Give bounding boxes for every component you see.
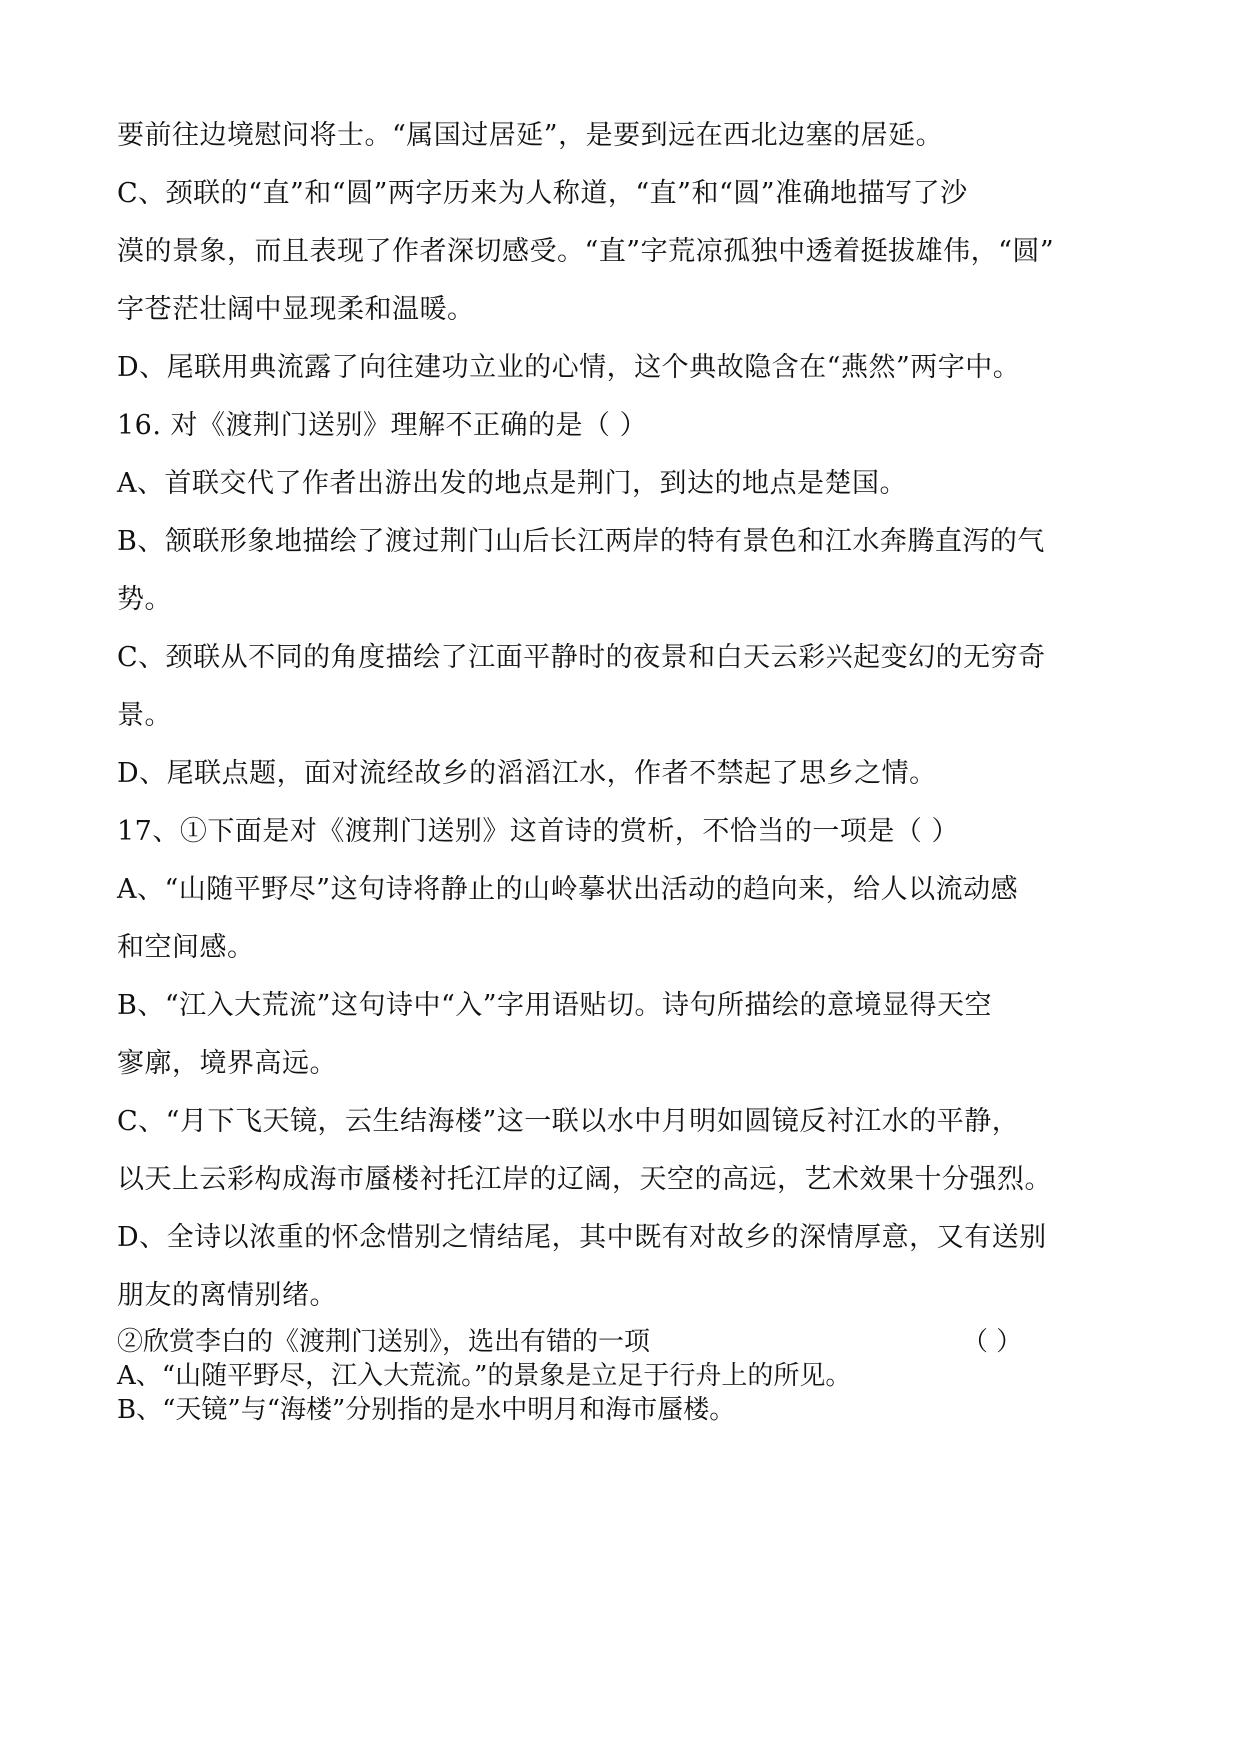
question-stem: ②欣赏李白的《渡荆门送别》，选出有错的一项	[117, 1327, 651, 1357]
text-line: 寥廓，境界高远。	[117, 1048, 337, 1079]
option-b: B、“江入大荒流”这句诗中“入”字用语贴切。诗句所描绘的意境显得天空	[117, 990, 993, 1021]
answer-bracket: （ ）	[962, 1327, 1023, 1357]
option-b: B、颔联形象地描绘了渡过荆门山后长江两岸的特有景色和江水奔腾直泻的气	[117, 526, 1045, 557]
option-a: A、“山随平野尽，江入大荒流。”的景象是立足于行舟上的所见。	[117, 1361, 852, 1391]
option-a: A、首联交代了作者出游出发的地点是荆门，到达的地点是楚国。	[117, 468, 907, 499]
question-17-2	[117, 1325, 1127, 1359]
text-line: 和空间感。	[117, 932, 255, 963]
question-17: 17、①下面是对《渡荆门送别》这首诗的赏析，不恰当的一项是（ ）	[117, 816, 959, 847]
option-c: C、颈联从不同的角度描绘了江面平静时的夜景和白天云彩兴起变幻的无穷奇	[117, 642, 1046, 673]
option-d: D、尾联点题，面对流经故乡的滔滔江水，作者不禁起了思乡之情。	[117, 758, 937, 789]
option-c: C、颈联的“直”和“圆”两字历来为人称道，“直”和“圆”准确地描写了沙	[117, 178, 968, 209]
text-line: 要前往边境慰问将士。“属国过居延”，是要到远在西北边塞的居延。	[117, 120, 944, 151]
text-line: 朋友的离情别绪。	[117, 1280, 337, 1311]
question-16: 16. 对《渡荆门送别》理解不正确的是（ ）	[117, 410, 648, 441]
option-b: B、“天镜”与“海楼”分别指的是水中明月和海市蜃楼。	[117, 1395, 736, 1425]
text-line: 字苍茫壮阔中显现柔和温暖。	[117, 294, 475, 325]
text-line: 漠的景象，而且表现了作者深切感受。“直”字荒凉孤独中透着挺拔雄伟，“圆”	[117, 236, 1055, 267]
text-line: 景。	[117, 700, 172, 731]
text-line: 以天上云彩构成海市蜃楼衬托江岸的辽阔，天空的高远，艺术效果十分强烈。	[117, 1164, 1052, 1195]
option-d: D、全诗以浓重的怀念惜别之情结尾，其中既有对故乡的深情厚意，又有送别	[117, 1222, 1047, 1253]
option-a: A、“山随平野尽”这句诗将静止的山岭摹状出活动的趋向来，给人以流动感	[117, 874, 1019, 905]
option-d: D、尾联用典流露了向往建功立业的心情，这个典故隐含在“燕然”两字中。	[117, 352, 1021, 383]
text-line: 势。	[117, 584, 172, 615]
option-c: C、“月下飞天镜，云生结海楼”这一联以水中月明如圆镜反衬江水的平静，	[117, 1106, 1020, 1137]
